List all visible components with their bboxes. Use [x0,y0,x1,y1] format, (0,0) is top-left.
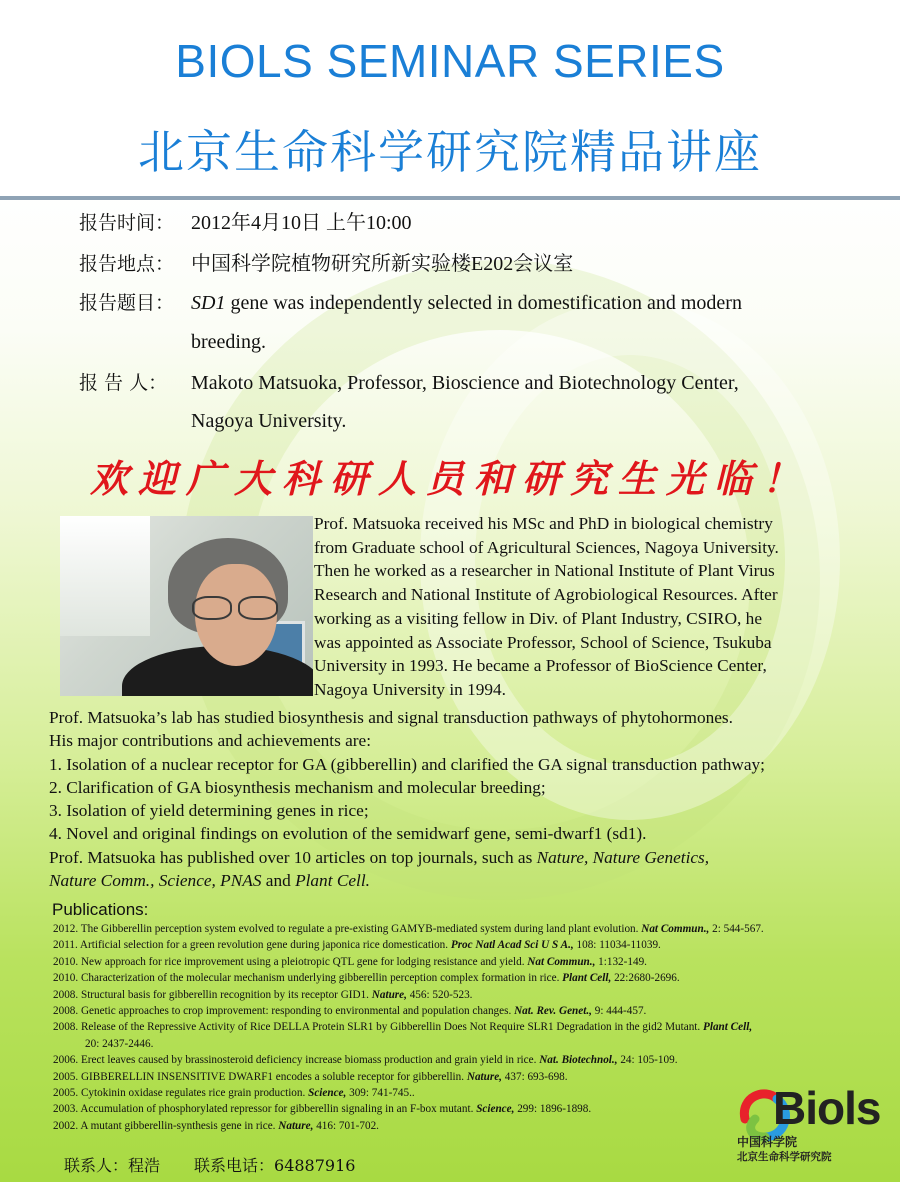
publication-journal: Nat. Biotechnol., [539,1054,618,1067]
topic-value: gene was independently selected in domestification and modern [225,292,742,314]
publication-item [53,1019,883,1035]
logo-cn-line-2: 北京生命科学研究院 [737,1151,832,1163]
speaker-photo [60,516,313,696]
header-divider [0,196,900,200]
bio-line: Research and National Institute of Agrobiological Resources. After [314,585,778,605]
title-chinese: 北京生命科学研究院精品讲座 [138,125,762,179]
bio-line: working as a visiting fellow in Div. of Plant Industry, CSIRO, he [314,608,762,628]
contrib-item-1: 1. Isolation of a nuclear receptor for GA (gibberellin) and clarified the GA signal transduction pathway; [49,754,765,774]
info-speaker [79,364,739,402]
publication-text: 2010. New approach for rice improvement using a pleiotropic QTL gene for lodging resistance and yield. [53,955,528,968]
time-label: 报告时间： [79,212,175,234]
publication-item [53,937,883,953]
logo-cn-line-1: 中国科学院 [737,1135,798,1149]
contact-info [64,1153,389,1176]
publish-journals: Nature, Nature Genetics, [536,847,710,867]
publish-pre: Prof. Matsuoka has published over 10 articles on top journals, such as [49,847,537,867]
publication-text: 1:132-149. [595,955,647,968]
publication-text: 2003. Accumulation of phosphorylated repressor for gibberellin signaling in an F-box mutant. [53,1103,477,1116]
title-english: BIOLS SEMINAR SERIES [175,35,725,87]
contributions [49,706,889,892]
publication-text: 2005. Cytokinin oxidase regulates rice grain production. [53,1087,309,1100]
publication-text: 22:2680-2696. [611,972,680,985]
contrib-item-3: 3. Isolation of yield determining genes in rice; [49,801,369,821]
bio-line: Nagoya University in 1994. [314,679,506,699]
publication-text: 2002. A mutant gibberellin-synthesis gene in rice. [53,1119,279,1132]
publication-item-continued [53,1036,883,1052]
publication-journal: Nature, [466,1070,502,1083]
topic-continued: breeding. [191,331,266,353]
bio-line: was appointed as Associate Professor, School of Science, Tsukuba [314,632,772,652]
publication-item [53,987,883,1003]
logo-text: Biols [773,1082,881,1134]
contrib-heading: His major contributions and achievements are: [49,731,372,751]
contrib-item-2: 2. Clarification of GA biosynthesis mechanism and molecular breeding; [49,777,546,797]
publication-item [53,921,883,937]
welcome-banner: 欢迎广大科研人员和研究生光临！ [89,456,810,501]
contrib-item-4: 4. Novel and original findings on evolution of the semidwarf gene, semi-dwarf1 (sd1). [49,824,647,844]
publication-text: 416: 701-702. [313,1119,379,1132]
header [0,0,900,196]
place-value: 中国科学院植物研究所新实验楼E202会议室 [191,253,574,275]
info-place [79,245,573,283]
publication-text: 2012. The Gibberellin perception system evolved to regulate a pre-existing GAMYB-mediated system during land plant evolution. [53,923,642,935]
publication-journal: Science, [476,1103,515,1116]
speaker-continued: Nagoya University. [191,410,347,432]
speaker-bio [314,512,874,702]
publication-journal: Proc Natl Acad Sci U S A., [450,939,574,952]
publication-text: 20: 2437-2446. [85,1037,154,1050]
publish-and: and [261,871,296,891]
publication-journal: Plant Cell, [562,972,612,985]
contrib-intro: Prof. Matsuoka’s lab has studied biosynthesis and signal transduction pathways of phytohormones. [49,708,733,727]
publication-item [53,1003,883,1019]
publication-journal: Nat Commun., [527,955,596,968]
publication-text: 2: 544-567. [709,923,764,935]
bio-line: Prof. Matsuoka received his MSc and PhD in biological chemistry [314,514,773,533]
publication-journal: Plant Cell, [703,1021,753,1034]
publication-text: 2006. Erect leaves caused by brassinosteroid deficiency increase biomass production and grain yield in rice. [53,1054,540,1067]
publication-text: 2011. Artificial selection for a green revolution gene during japonica rice domestication. [53,939,451,952]
bio-line: Then he worked as a researcher in National Institute of Plant Virus [314,561,775,581]
contrib-publish-line-2 [49,869,889,892]
info-time [79,204,412,242]
contact-phone: 联系电话：64887916 [194,1156,356,1175]
publication-journal: Nat Commun., [641,923,710,935]
info-topic [79,284,742,322]
publication-text: 456: 520-523. [406,988,473,1001]
publish-last: Plant Cell. [295,871,370,891]
contact-person: 联系人：程浩 [64,1156,161,1175]
publication-text: 24: 105-109. [617,1054,678,1067]
topic-label: 报告题目： [79,292,175,314]
publication-text: 2008. Genetic approaches to crop improvement: responding to environmental and population changes. [53,1005,515,1018]
publication-text: 299: 1896-1898. [514,1103,592,1116]
publication-text: 309: 741-745.. [346,1087,415,1100]
contrib-publish-line [49,846,889,869]
speaker-value: Makoto Matsuoka, Professor, Bioscience and Biotechnology Center, [191,372,739,394]
publication-journal: Nat. Rev. Genet., [514,1005,592,1018]
publication-item [53,954,883,970]
publications-heading: Publications: [52,900,149,919]
publication-text: 9: 444-457. [591,1005,647,1018]
publication-item [53,1052,883,1068]
topic-gene: SD1 [191,292,226,314]
publication-item [53,970,883,986]
publish-journals-2: Nature Comm., Science, PNAS [49,871,262,891]
time-value: 2012年4月10日 上午10:00 [191,212,412,234]
publication-text: 2010. Characterization of the molecular mechanism underlying gibberellin perception complex formation in rice. [53,972,563,985]
publication-text: 2005. GIBBERELLIN INSENSITIVE DWARF1 encodes a soluble receptor for gibberellin. [53,1070,467,1083]
speaker-label: 报 告 人： [79,372,168,394]
biols-logo [735,1077,895,1167]
publication-journal: Nature, [371,988,407,1001]
bio-line: from Graduate school of Agricultural Sciences, Nagoya University. [314,537,779,557]
publication-text: 437: 693-698. [501,1070,568,1083]
publication-journal: Science, [308,1087,347,1100]
publication-text: 2008. Release of the Repressive Activity of Rice DELLA Protein SLR1 by Gibberellin Does Not Require SLR1 Degradation in the gid2 Mutant. [53,1021,704,1034]
bio-line: University in 1993. He became a Professor of BioScience Center, [314,656,767,676]
photo-glasses [192,596,280,618]
photo-window-light [60,516,150,636]
publication-text: 2008. Structural basis for gibberellin recognition by its receptor GID1. [53,988,372,1001]
publication-journal: Nature, [278,1119,314,1132]
publication-text: 108: 11034-11039. [573,939,661,952]
place-label: 报告地点： [79,253,175,275]
